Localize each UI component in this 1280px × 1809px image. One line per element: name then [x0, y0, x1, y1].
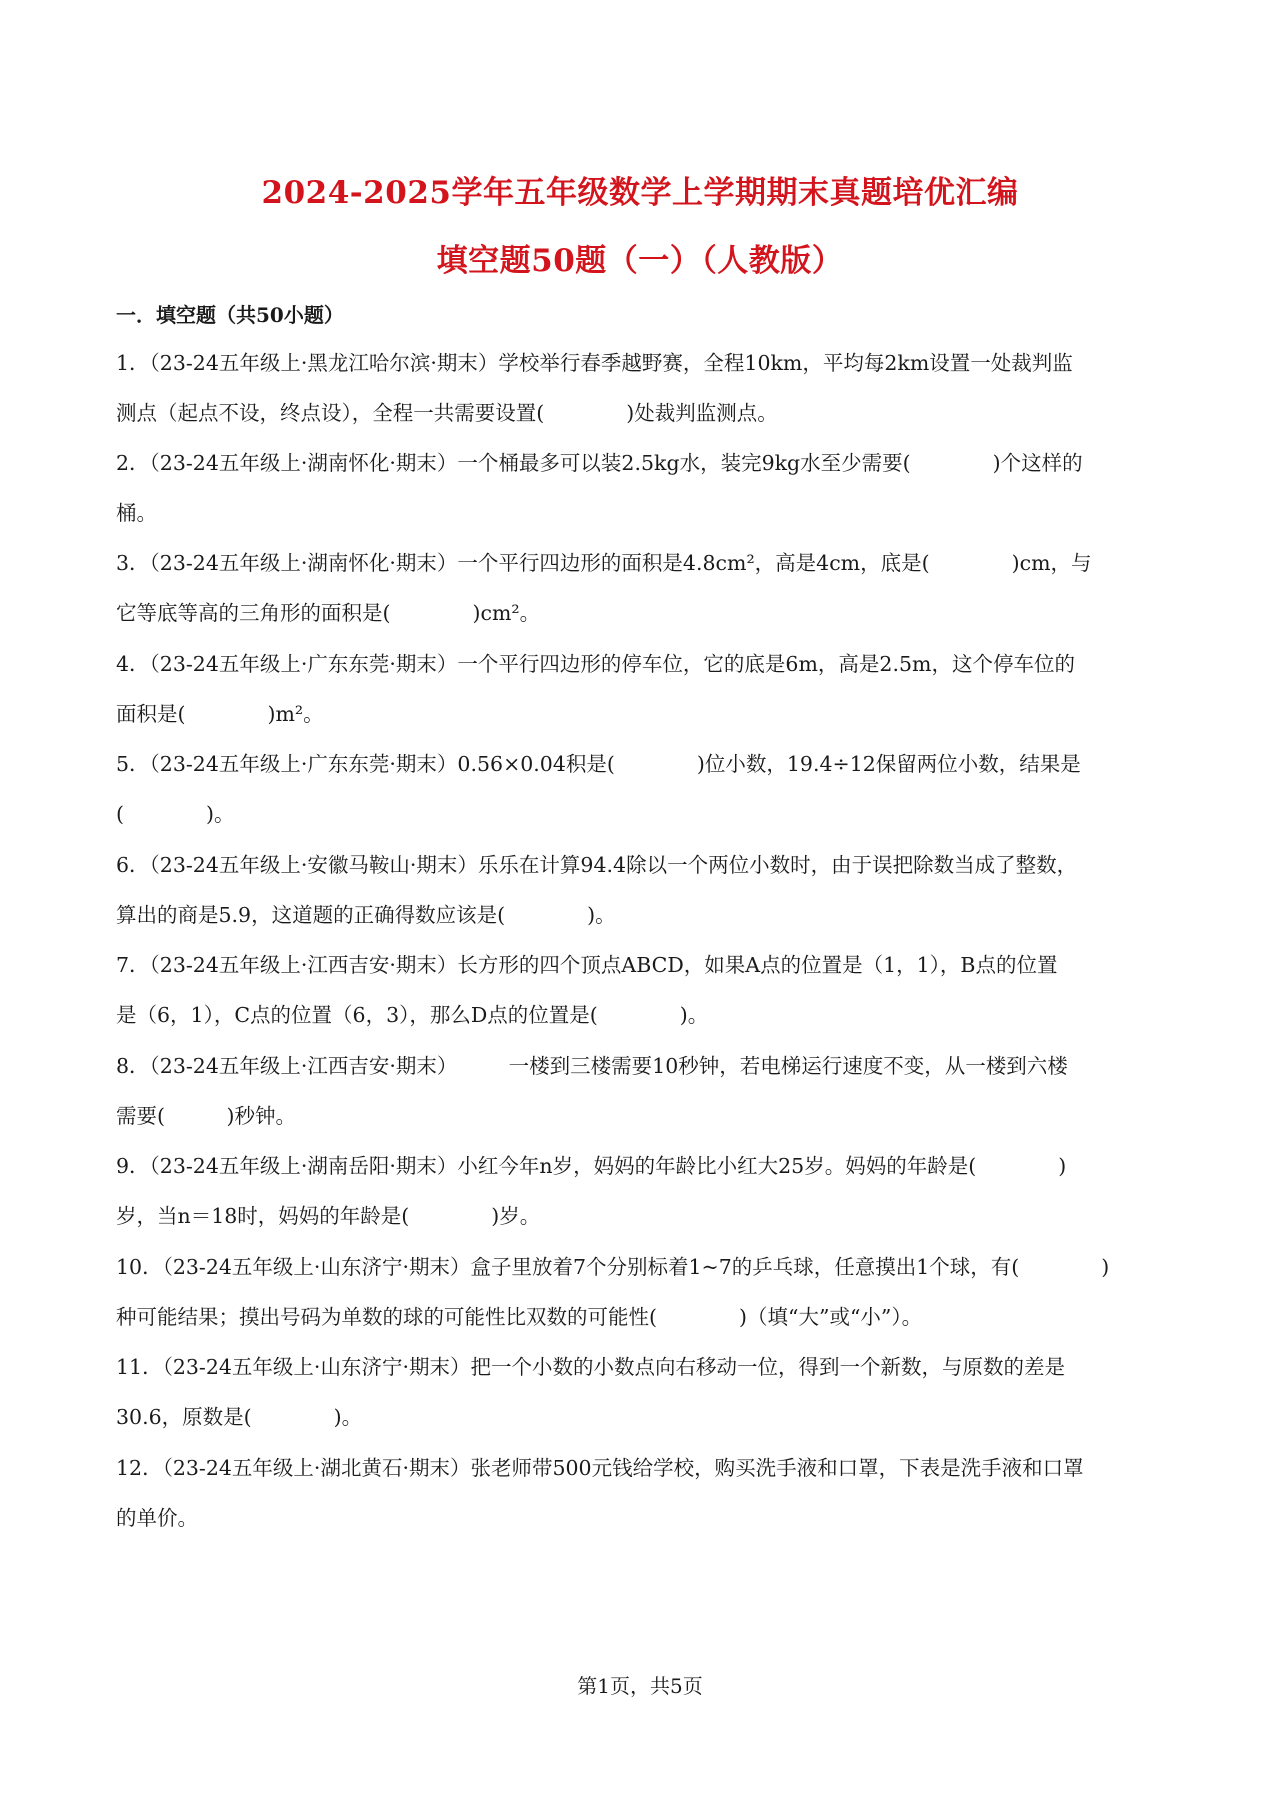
question-line: 12．（23-24五年级上·湖北黄石·期末）张老师带500元钱给学校，购买洗手液和口罩，下表是洗手液和口罩 — [116, 1456, 1084, 1480]
page-number: 第1页，共5页 — [577, 1674, 703, 1698]
question-line: 3．（23-24五年级上·湖南怀化·期末）一个平行四边形的面积是4.8cm²，高是4cm，底是( )cm，与 — [116, 551, 1092, 575]
question-11 — [116, 1342, 1166, 1442]
question-line: 是（6，1），C点的位置（6，3），那么D点的位置是( )。 — [116, 1003, 709, 1027]
question-5 — [116, 739, 1166, 839]
question-4 — [116, 639, 1166, 739]
question-line: 1．（23-24五年级上·黑龙江哈尔滨·期末）学校举行春季越野赛，全程10km，平均每2km设置一处裁判监 — [116, 351, 1073, 375]
question-line: 桶。 — [116, 501, 157, 525]
question-line: 岁，当n＝18时，妈妈的年龄是( )岁。 — [116, 1204, 541, 1228]
question-6 — [116, 840, 1166, 940]
question-line: 算出的商是5.9，这道题的正确得数应该是( )。 — [116, 903, 616, 927]
question-line: 4．（23-24五年级上·广东东莞·期末）一个平行四边形的停车位，它的底是6m，高是2.5m，这个停车位的 — [116, 652, 1075, 676]
document-subtitle: 填空题50题（一）（人教版） — [436, 243, 844, 279]
question-line: 它等底等高的三角形的面积是( )cm²。 — [116, 601, 541, 625]
question-8 — [116, 1041, 1166, 1141]
question-line: 测点（起点不设，终点设），全程一共需要设置( )处裁判监测点。 — [116, 401, 778, 425]
section-heading: 一．填空题（共50小题） — [116, 303, 344, 327]
question-9 — [116, 1141, 1166, 1241]
question-line: 面积是( )m²。 — [116, 702, 324, 726]
question-line: 需要( )秒钟。 — [116, 1104, 296, 1128]
question-line: 8．（23-24五年级上·江西吉安·期末） 一楼到三楼需要10秒钟，若电梯运行速度不变，从一楼到六楼 — [116, 1054, 1068, 1078]
question-line: 种可能结果；摸出号码为单数的球的可能性比双数的可能性( )（填“大”或“小”）。 — [116, 1305, 923, 1329]
question-line: 的单价。 — [116, 1506, 198, 1530]
question-10 — [116, 1242, 1166, 1342]
question-1 — [116, 338, 1166, 438]
question-line: 11．（23-24五年级上·山东济宁·期末）把一个小数的小数点向右移动一位，得到一个新数，与原数的差是 — [116, 1355, 1065, 1379]
question-line: 2．（23-24五年级上·湖南怀化·期末）一个桶最多可以装2.5kg水，装完9kg水至少需要( )个这样的 — [116, 451, 1083, 475]
question-2 — [116, 438, 1166, 538]
question-line: 6．（23-24五年级上·安徽马鞍山·期末）乐乐在计算94.4除以一个两位小数时，由于误把除数当成了整数， — [116, 853, 1078, 877]
question-line: 7．（23-24五年级上·江西吉安·期末）长方形的四个顶点ABCD，如果A点的位置是（1，1），B点的位置 — [116, 953, 1058, 977]
question-line: 10．（23-24五年级上·山东济宁·期末）盒子里放着7个分别标着1~7的乒乓球，任意摸出1个球，有( ) — [116, 1255, 1110, 1279]
question-line: 30.6，原数是( )。 — [116, 1405, 363, 1429]
question-line: 5．（23-24五年级上·广东东莞·期末）0.56×0.04积是( )位小数，19.4÷12保留两位小数，结果是 — [116, 752, 1081, 776]
question-line: ( )。 — [116, 802, 235, 826]
question-3 — [116, 538, 1166, 638]
question-12 — [116, 1443, 1166, 1543]
document-title: 2024-2025学年五年级数学上学期期末真题培优汇编 — [261, 175, 1019, 211]
question-line: 9．（23-24五年级上·湖南岳阳·期末）小红今年n岁，妈妈的年龄比小红大25岁。妈妈的年龄是( ) — [116, 1154, 1067, 1178]
question-7 — [116, 940, 1166, 1040]
